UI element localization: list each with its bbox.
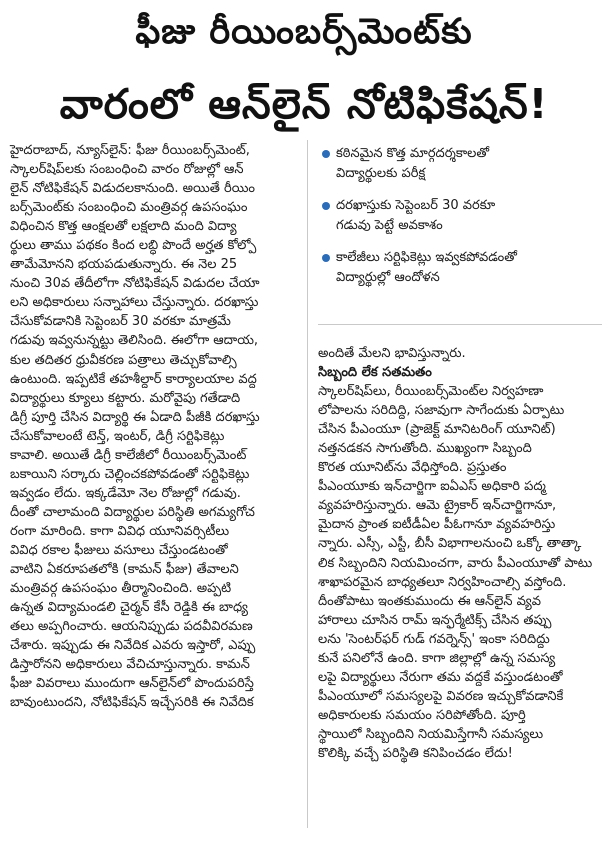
headline-line-2: వారంలో ఆన్‌లైన్ నోటిఫికేషన్! bbox=[59, 80, 549, 128]
text-line: దీంతోపాటు ఇంతకుముందు ఈ ఆన్‌లైన్ వ్యవ bbox=[318, 593, 541, 609]
text-line: స్కాలర్‌షిప్‌లకు సంబంధించి వారం రోజుల్లో ఆన్ bbox=[10, 162, 244, 178]
text-line: రంగా మారింది. కాగా వివిధ యూనివర్సిటీలు bbox=[10, 523, 230, 539]
text-line: మైదాన ప్రాంత ఐటీడీఏల పీఓగానూ వ్యవహరిస్తు bbox=[318, 517, 556, 533]
text-line: తామేమోనని భయపడుతున్నారు. ఈ నెల 25 bbox=[10, 257, 238, 273]
highlights-divider bbox=[318, 324, 602, 325]
text-line: వాటిని ఏకరూపతలోకి (కామన్ ఫీజు) తేవాలని bbox=[10, 562, 239, 578]
highlight-text: విద్యార్థులకు పరీక్ష bbox=[336, 166, 426, 181]
highlight-text: దరఖాస్తుకు సెప్టెంబర్ 30 వరకూ bbox=[336, 198, 496, 213]
highlight-item bbox=[318, 144, 602, 184]
headline-line-1: ఫీజు రీయింబర్స్‌మెంట్‌కు bbox=[135, 12, 473, 52]
text-line: వివిధ రకాల ఫీజులు వసూలు చేస్తుండటంతో bbox=[10, 542, 228, 558]
text-line: డిగ్రీ పూర్తి చేసిన విద్యార్థి ఈ ఏడాది పీజీకి దరఖాస్తు bbox=[10, 409, 260, 425]
bullet-dot-icon bbox=[322, 254, 330, 262]
subheading: సిబ్బంది లేక సతమతం bbox=[318, 365, 432, 381]
text-line: నుంచి 30వ తేదీలోగా నోటిఫికేషన్ విడుదల చేయా bbox=[10, 276, 260, 292]
text-line: స్థాయిలో సిబ్బందిని నియమిస్తేగానీ సమస్యలు bbox=[318, 726, 544, 742]
highlight-item bbox=[318, 196, 602, 236]
right-column bbox=[318, 344, 604, 763]
text-line: విధించిన కొత్త ఆంక్షలతో లక్షలాది మంది విద్యా bbox=[10, 219, 237, 235]
text-line: విద్యార్థులు క్యూలు కట్టారు. మరోవైపు గతేడాది bbox=[10, 390, 241, 406]
text-line: నత్తనడకన సాగుతోంది. ముఖ్యంగా సిబ్బంది bbox=[318, 441, 532, 457]
text-line: న్నారు. ఎస్సీ, ఎస్టీ, బీసీ విభాగాలనుంచి ఒక్కో తాత్కా bbox=[318, 536, 582, 552]
text-line: డిస్తారోనని అధికారులు వేచిచూస్తున్నారు. కామన్ bbox=[10, 657, 250, 673]
text-line: తలు అప్పగించారు. ఆయనిప్పుడు పదవీవిరమణ bbox=[10, 619, 253, 635]
text-line: బావుంటుందని, నోటిఫికేషన్ ఇచ్చేసరికి ఈ నివేదిక bbox=[10, 695, 254, 711]
text-line: లని అధికారులు సన్నాహాలు చేస్తున్నారు. దరఖాస్తు bbox=[10, 295, 259, 311]
text-line: చేసిన పీఎంయూ (ప్రాజెక్ట్ మానిటరింగ్ యూనిట్) bbox=[318, 422, 556, 438]
text-line: లైన్ నోటిఫికేషన్ విడుదలకానుంది. అయితే రీయిం bbox=[10, 181, 256, 197]
text-line: హైదరాబాద్, న్యూస్‌లైన్: ఫీజు రీయింబర్స్‌మెంట్, bbox=[10, 143, 250, 158]
highlight-text: కఠినమైన కొత్త మార్గదర్శకాలతో bbox=[336, 146, 490, 161]
text-line: ఉంటుంది. ఇప్పటికే తహశీల్దార్ కార్యాలయాల వద్ద bbox=[10, 371, 257, 387]
text-line: చేశారు. ఇప్పుడు ఈ నివేదిక ఎవరు ఇస్తారో, ఎప్పు bbox=[10, 638, 256, 654]
highlight-text: విద్యార్థుల్లో ఆందోళన bbox=[336, 270, 440, 285]
text-line: లను 'సెంటర్‌ఫర్ గుడ్ గవర్నెన్స్' ఇంకా సరిదిద్దు bbox=[318, 631, 550, 647]
text-line: హారాలు చూసిన రామ్ ఇన్ఫర్మేటిక్స్ చేసిన తప్పు bbox=[318, 612, 552, 628]
text-line: లపై విద్యార్థులు నేరుగా తమ వద్దకే వస్తుండటంతో bbox=[318, 669, 563, 685]
text-line: మంత్రివర్గ ఉపసంఘం తీర్మానించింది. అప్పటి bbox=[10, 581, 232, 597]
text-line: ఉన్నత విద్యామండలి చైర్మన్ కేసీ రెడ్డికి ఈ బాధ్య bbox=[10, 600, 249, 616]
left-column bbox=[10, 141, 302, 712]
highlight-text: గడువు పెట్టే అవకాశం bbox=[336, 218, 443, 233]
text-line: వ్యవహరిస్తున్నారు. ఆమె ట్రైకార్ ఇన్‌చార్జిగానూ, bbox=[318, 498, 557, 514]
text-line: బర్స్‌మెంట్‌కు సంబంధించి మంత్రివర్గ ఉపసంఘం bbox=[10, 200, 248, 216]
text-line: లోపాలను సరిదిద్ది, సజావుగా సాగేందుకు ఏర్పాటు bbox=[318, 403, 565, 419]
text-line: లిక సిబ్బందిని నియమించగా, వారు పీఎంయూతో పాటు bbox=[318, 555, 593, 571]
bullet-dot-icon bbox=[322, 150, 330, 158]
text-line: కునే పనిలోనే ఉంది. కాగా జిల్లాల్లో ఉన్న సమస్య bbox=[318, 650, 556, 666]
text-line: శాఖాపరమైన బాధ్యతలూ నిర్వహించాల్సి వస్తోంది. bbox=[318, 574, 567, 590]
highlight-text: కాలేజీలు సర్టిఫికెట్లు ఇవ్వకపోవడంతో bbox=[336, 250, 517, 265]
text-line: పీఎంయూకు ఇన్‌చార్జిగా ఐఏఎస్ అధికారి పద్మ bbox=[318, 479, 546, 495]
highlight-item bbox=[318, 248, 602, 288]
text-line: కావాలి. అయితే డిగ్రీ కాలేజీలో రీయింబర్స్‌మెంట్ bbox=[10, 447, 247, 463]
text-line: పీఎంయూలో సమస్యలపై వివరణ ఇచ్చుకోవడానికే bbox=[318, 688, 564, 704]
text-line: ఇవ్వడం లేదు. ఇక్కడేమో నెల రోజుల్లో గడువు. bbox=[10, 485, 241, 501]
text-line: కొలిక్కి వచ్చే పరిస్థితి కనిపించడం లేదు! bbox=[318, 745, 513, 761]
text-line: కొరత యూనిట్‌ను వేధిస్తోంది. ప్రస్తుతం bbox=[318, 460, 507, 476]
text-line: స్కాలర్‌షిప్‌లు, రీయింబర్స్‌మెంట్‌ల నిర్వహణా bbox=[318, 384, 544, 400]
text-line: అధికారులకు సమయం సరిపోతోంది. పూర్తి bbox=[318, 707, 526, 723]
text-line: చేసుకోవాలంటే టెన్త్, ఇంటర్, డిగ్రీ సర్టిఫికెట్లు bbox=[10, 428, 225, 444]
text-line: గడువు ఇవ్వనున్నట్టు తెలిసింది. ఈలోగా ఆదాయ, bbox=[10, 333, 259, 349]
bullet-dot-icon bbox=[322, 202, 330, 210]
column-divider bbox=[307, 140, 308, 828]
text-line: ర్థులు తాము పథకం కింద లబ్ధి పొందే అర్హత కోల్పో bbox=[10, 238, 257, 254]
text-line: ఫీజు వివరాలు ముందుగా ఆన్‌లైన్‌లో పొందుపరిస్తే bbox=[10, 676, 254, 692]
highlights-box bbox=[318, 144, 602, 320]
text-line: దీంతో చాలామంది విద్యార్థుల పరిస్థితి అగమ్యగోచ bbox=[10, 504, 255, 520]
text-line: అందితే మేలని భావిస్తున్నారు. bbox=[318, 346, 466, 361]
text-line: చేసుకోవడానికి సెప్టెంబర్ 30 వరకూ మాత్రమే bbox=[10, 314, 231, 330]
text-line: బకాయిని సర్కారు చెల్లించకపోవడంతో సర్టిఫికెట్లు bbox=[10, 466, 250, 482]
text-line: కుల తదితర ధ్రువీకరణ పత్రాలు తెచ్చుకోవాల్సి bbox=[10, 352, 237, 368]
